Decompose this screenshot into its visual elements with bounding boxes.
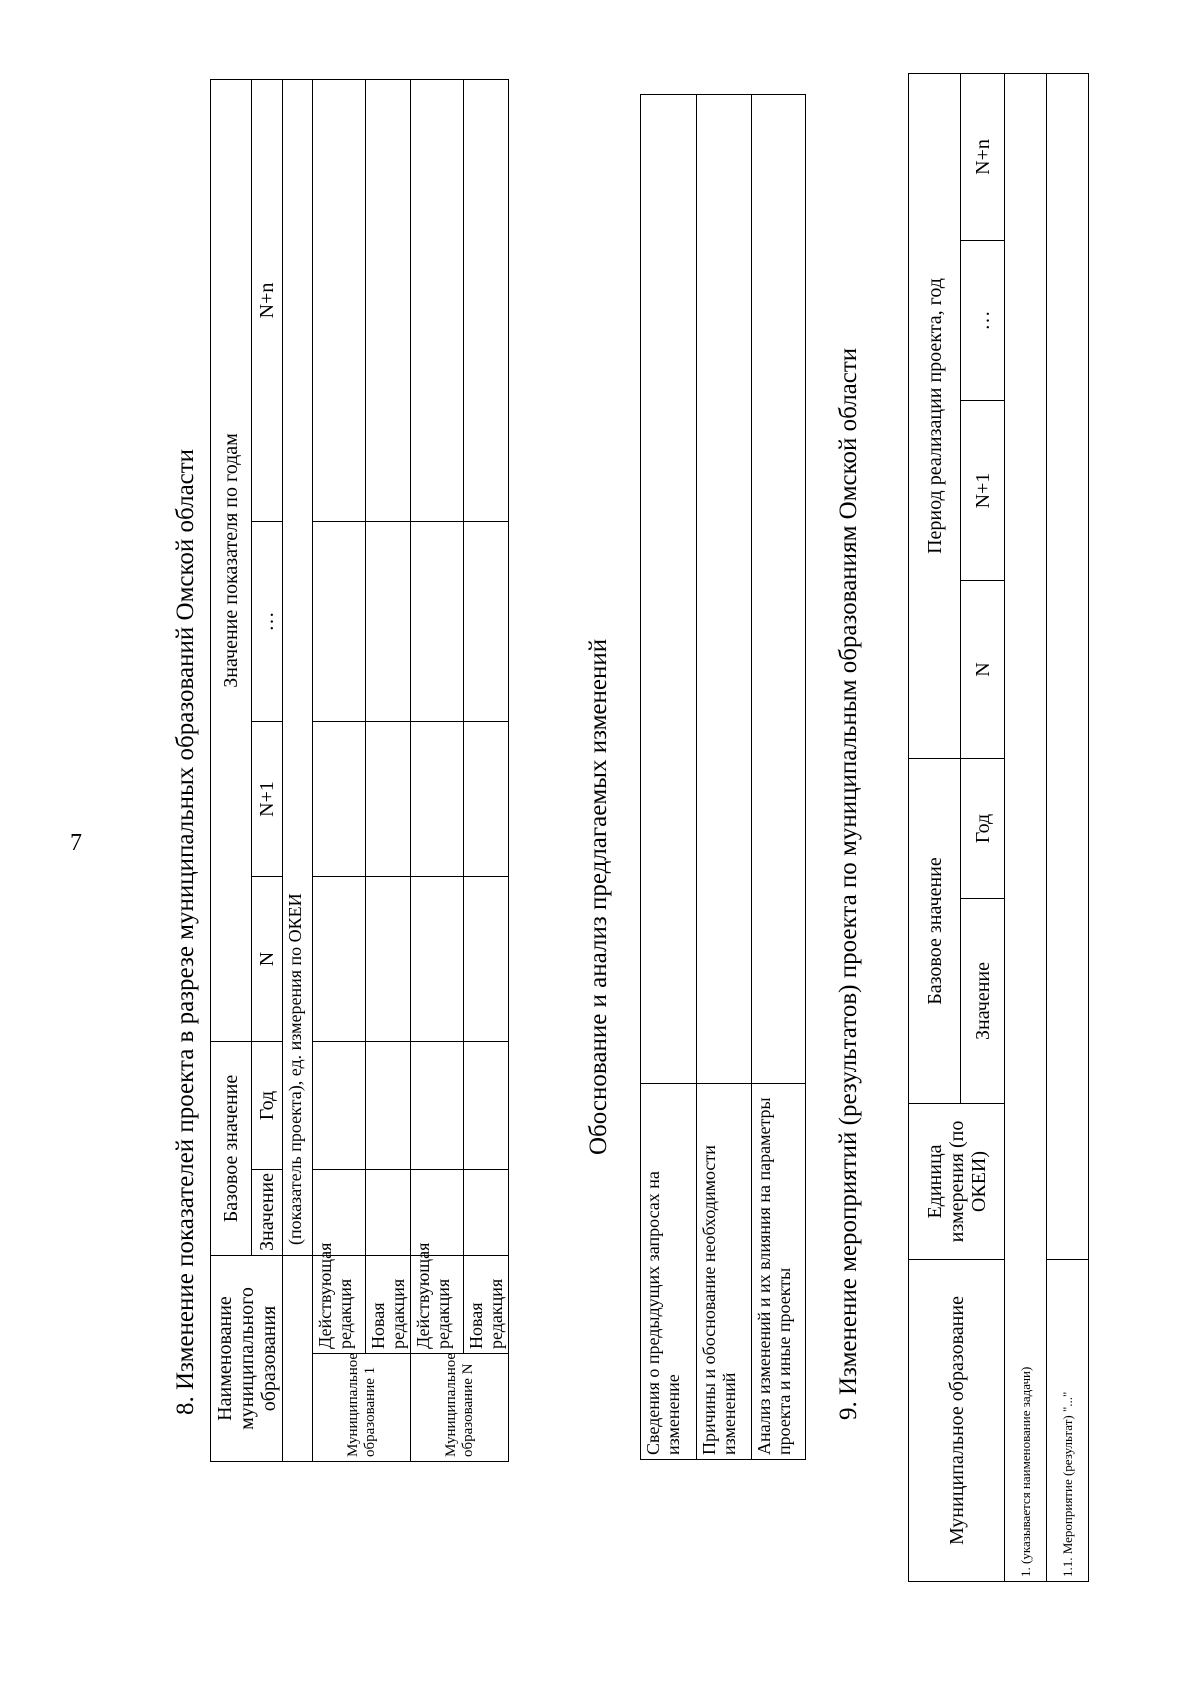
cell [464, 1170, 509, 1256]
section9-table [908, 73, 1089, 1582]
justification-row-label: Причины и обоснование необходимости изменений [697, 1084, 752, 1460]
justification-value [641, 95, 697, 1084]
measure-row: 1.1. Мероприятие (результат) "..." [1047, 1260, 1089, 1582]
cell [313, 79, 366, 521]
header-n1: N+1 [252, 721, 283, 876]
cell [313, 876, 366, 1041]
section8-table-wrapper [210, 79, 509, 1462]
header-dots: … [961, 240, 1005, 400]
cell [313, 1041, 366, 1169]
header-period: Период реализации проекта, год [909, 73, 961, 758]
cell [464, 521, 509, 721]
justification-table [640, 94, 806, 1460]
header-year: Год [961, 758, 1005, 898]
task-row: 1. (указывается наименование задачи) [1005, 73, 1047, 1581]
cell [313, 521, 366, 721]
justification-value [697, 95, 752, 1084]
cell [464, 79, 509, 521]
cell [366, 521, 411, 721]
cell [464, 1041, 509, 1169]
cell [411, 876, 464, 1041]
cell [366, 1041, 411, 1169]
header-nn: N+n [961, 73, 1005, 240]
header-n: N [961, 580, 1005, 758]
mo1-current-label: Действующая редакция [313, 1256, 366, 1354]
header-dots: … [252, 521, 283, 721]
page-number: 7 [70, 830, 82, 856]
section8-table [210, 79, 509, 1462]
justification-row-label: Сведения о предыдущих запросах на изменение [641, 1084, 697, 1460]
cell [411, 521, 464, 721]
cell [366, 721, 411, 876]
indicator-row: (показатель проекта), ед. измерения по ОКЕИ [283, 79, 313, 1255]
justification-title: Обоснование и анализ предлагаемых изменений [585, 638, 612, 1155]
header-unit: Единица измерения (по ОКЕИ) [909, 1104, 1005, 1260]
header-municipality: Муниципальное образование [909, 1260, 1005, 1582]
cell [411, 721, 464, 876]
header-nn: N+n [252, 79, 283, 521]
cell [313, 721, 366, 876]
header-value: Значение [961, 899, 1005, 1104]
cell [411, 1041, 464, 1169]
section9-table-wrapper [908, 73, 1089, 1582]
mo1-new-label: Новая редакция [366, 1256, 411, 1354]
cell [411, 79, 464, 521]
justification-value [752, 95, 806, 1084]
section8-title: 8. Изменение показателей проекта в разрезе муниципальных образований Омской области [172, 448, 199, 1415]
header-value: Значение [252, 1170, 283, 1256]
cell [366, 876, 411, 1041]
mo1-label: Муниципальное образование 1 [313, 1354, 411, 1462]
indicator-blank-cell [283, 1256, 313, 1462]
header-municipality-name: Наименование муниципального образования [211, 1256, 283, 1462]
cell [464, 721, 509, 876]
cell [366, 1170, 411, 1256]
header-n: N [252, 876, 283, 1041]
header-base-value: Базовое значение [211, 1041, 252, 1255]
cell [464, 876, 509, 1041]
cell [366, 79, 411, 521]
justification-row-label: Анализ изменений и их влияния на параметры проекта и иные проекты [752, 1084, 806, 1460]
header-base-value: Базовое значение [909, 758, 961, 1103]
moN-new-label: Новая редакция [464, 1256, 509, 1354]
section9-title: 9. Изменение мероприятий (результатов) проекта по муниципальным образованиям Омской области [835, 347, 862, 1420]
measure-row-blank [1047, 73, 1089, 1259]
header-year: Год [252, 1041, 283, 1169]
moN-label: Муниципальное образование N [411, 1354, 509, 1462]
justification-table-wrapper [640, 94, 806, 1460]
header-n1: N+1 [961, 400, 1005, 580]
header-value-by-years: Значение показателя по годам [211, 79, 252, 1041]
moN-current-label: Действующая редакция [411, 1256, 464, 1354]
